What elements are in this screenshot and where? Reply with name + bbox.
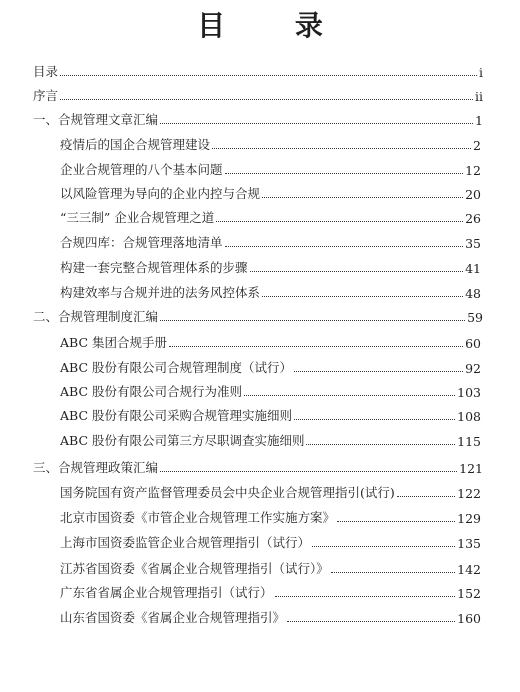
- toc-entry-title: 疫情后的国企合规管理建设: [60, 137, 211, 152]
- dot-leader: [160, 123, 473, 124]
- dot-leader: [397, 496, 455, 497]
- toc-entry-title: 国务院国有资产监督管理委员会中央企业合规管理指引(试行): [60, 485, 395, 500]
- toc-entry: [60, 380, 481, 400]
- toc-page-number: 115: [457, 434, 481, 449]
- toc-entry: [60, 133, 481, 153]
- toc-entry: [60, 531, 481, 551]
- toc-entry: [60, 557, 481, 577]
- dot-leader: [312, 546, 455, 547]
- toc-entry-title: 山东省国资委《省属企业合规管理指引》: [60, 610, 286, 625]
- toc-page-number: ii: [475, 89, 483, 104]
- toc-entry-title: 目录: [33, 64, 59, 79]
- toc-entry-title: 上海市国资委监管企业合规管理指引（试行）: [60, 535, 311, 550]
- dot-leader: [225, 246, 464, 247]
- toc-page-number: 59: [467, 310, 483, 325]
- toc-entry: [60, 281, 481, 301]
- dot-leader: [337, 521, 455, 522]
- dot-leader: [60, 75, 477, 76]
- toc-entry: [60, 231, 481, 251]
- toc-page-number: 92: [465, 361, 481, 376]
- toc-page-number: 2: [473, 138, 481, 153]
- dot-leader: [60, 99, 473, 100]
- toc-page-number: 135: [457, 536, 481, 551]
- toc-page-number: 1: [475, 113, 483, 128]
- toc-entry: [60, 256, 481, 276]
- toc-page-number: 152: [457, 586, 481, 601]
- dot-leader: [287, 621, 455, 622]
- toc-entry: [60, 481, 481, 501]
- dot-leader: [262, 197, 463, 198]
- toc-entry-title: 企业合规管理的八个基本问题: [60, 162, 223, 177]
- toc-entry-title: “三三制” 企业合规管理之道: [60, 210, 215, 225]
- toc-entry-title: 合规四库：合规管理落地清单: [60, 235, 223, 250]
- toc-entry-title: ABC 集团合规手册: [60, 335, 167, 350]
- toc-page-number: 60: [465, 336, 481, 351]
- dot-leader: [244, 395, 455, 396]
- toc-entry-title: 序言: [33, 88, 59, 103]
- dot-leader: [160, 471, 457, 472]
- toc-page-number: 121: [459, 461, 483, 476]
- toc-page-number: 12: [465, 163, 481, 178]
- page-title: 目 录: [197, 9, 353, 42]
- toc-page-number: 129: [457, 511, 481, 526]
- toc-page-number: 35: [465, 236, 481, 251]
- toc-entry-title: 北京市国资委《市管企业合规管理工作实施方案》: [60, 510, 336, 525]
- toc-entry-title: ABC 股份有限公司第三方尽职调查实施细则: [60, 433, 305, 448]
- toc-entry: [60, 506, 481, 526]
- toc-entry: [60, 581, 481, 601]
- toc-section-heading: [33, 108, 483, 128]
- toc-page-number: 160: [457, 611, 481, 626]
- toc-entry: [60, 158, 481, 178]
- toc-entry-title: 江苏省国资委《省属企业合规管理指引（试行）》: [60, 561, 329, 576]
- toc-page-number: 41: [465, 261, 481, 276]
- toc-page-number: 48: [465, 286, 481, 301]
- toc-entry-title: 构建一套完整合规管理体系的步骤: [60, 260, 248, 275]
- toc-entry-title: 广东省省属企业合规管理指引（试行）: [60, 585, 273, 600]
- toc-entry-title: 以风险管理为导向的企业内控与合规: [60, 186, 261, 201]
- dot-leader: [250, 271, 464, 272]
- toc-entry-title: 一、合规管理文章汇编: [33, 112, 159, 127]
- dot-leader: [275, 596, 456, 597]
- toc-entry-title: 三、合规管理政策汇编: [33, 460, 159, 475]
- dot-leader: [306, 444, 455, 445]
- toc-page-number: 20: [465, 187, 481, 202]
- dot-leader: [225, 173, 464, 174]
- dot-leader: [262, 296, 463, 297]
- toc-page-number: i: [479, 65, 483, 80]
- dot-leader: [294, 419, 455, 420]
- dot-leader: [331, 572, 455, 573]
- toc-page-number: 103: [457, 385, 481, 400]
- dot-leader: [160, 320, 465, 321]
- toc-entry: [60, 429, 481, 449]
- toc-entry: [60, 182, 481, 202]
- toc-front-entry: [33, 84, 483, 104]
- toc-entry: [60, 606, 481, 626]
- toc-section-heading: [33, 305, 483, 325]
- toc-section-heading: [33, 456, 483, 476]
- toc-entry-title: ABC 股份有限公司采购合规管理实施细则: [60, 408, 292, 423]
- toc-entry-title: 构建效率与合规并进的法务风控体系: [60, 285, 261, 300]
- toc-front-entry: [33, 60, 483, 80]
- toc-page-number: 142: [457, 562, 481, 577]
- toc-entry: [60, 331, 481, 351]
- dot-leader: [216, 221, 463, 222]
- dot-leader: [212, 148, 471, 149]
- toc-entry: [60, 404, 481, 424]
- dot-leader: [294, 371, 463, 372]
- toc-entry-title: ABC 股份有限公司合规行为准则: [60, 384, 242, 399]
- toc-entry-title: 二、合规管理制度汇编: [33, 309, 159, 324]
- toc-page-number: 26: [465, 211, 481, 226]
- dot-leader: [169, 346, 463, 347]
- toc-entry: [60, 356, 481, 376]
- toc-page-number: 122: [457, 486, 481, 501]
- toc-page-number: 108: [457, 409, 481, 424]
- toc-entry: [60, 206, 481, 226]
- toc-entry-title: ABC 股份有限公司合规管理制度（试行）: [60, 360, 292, 375]
